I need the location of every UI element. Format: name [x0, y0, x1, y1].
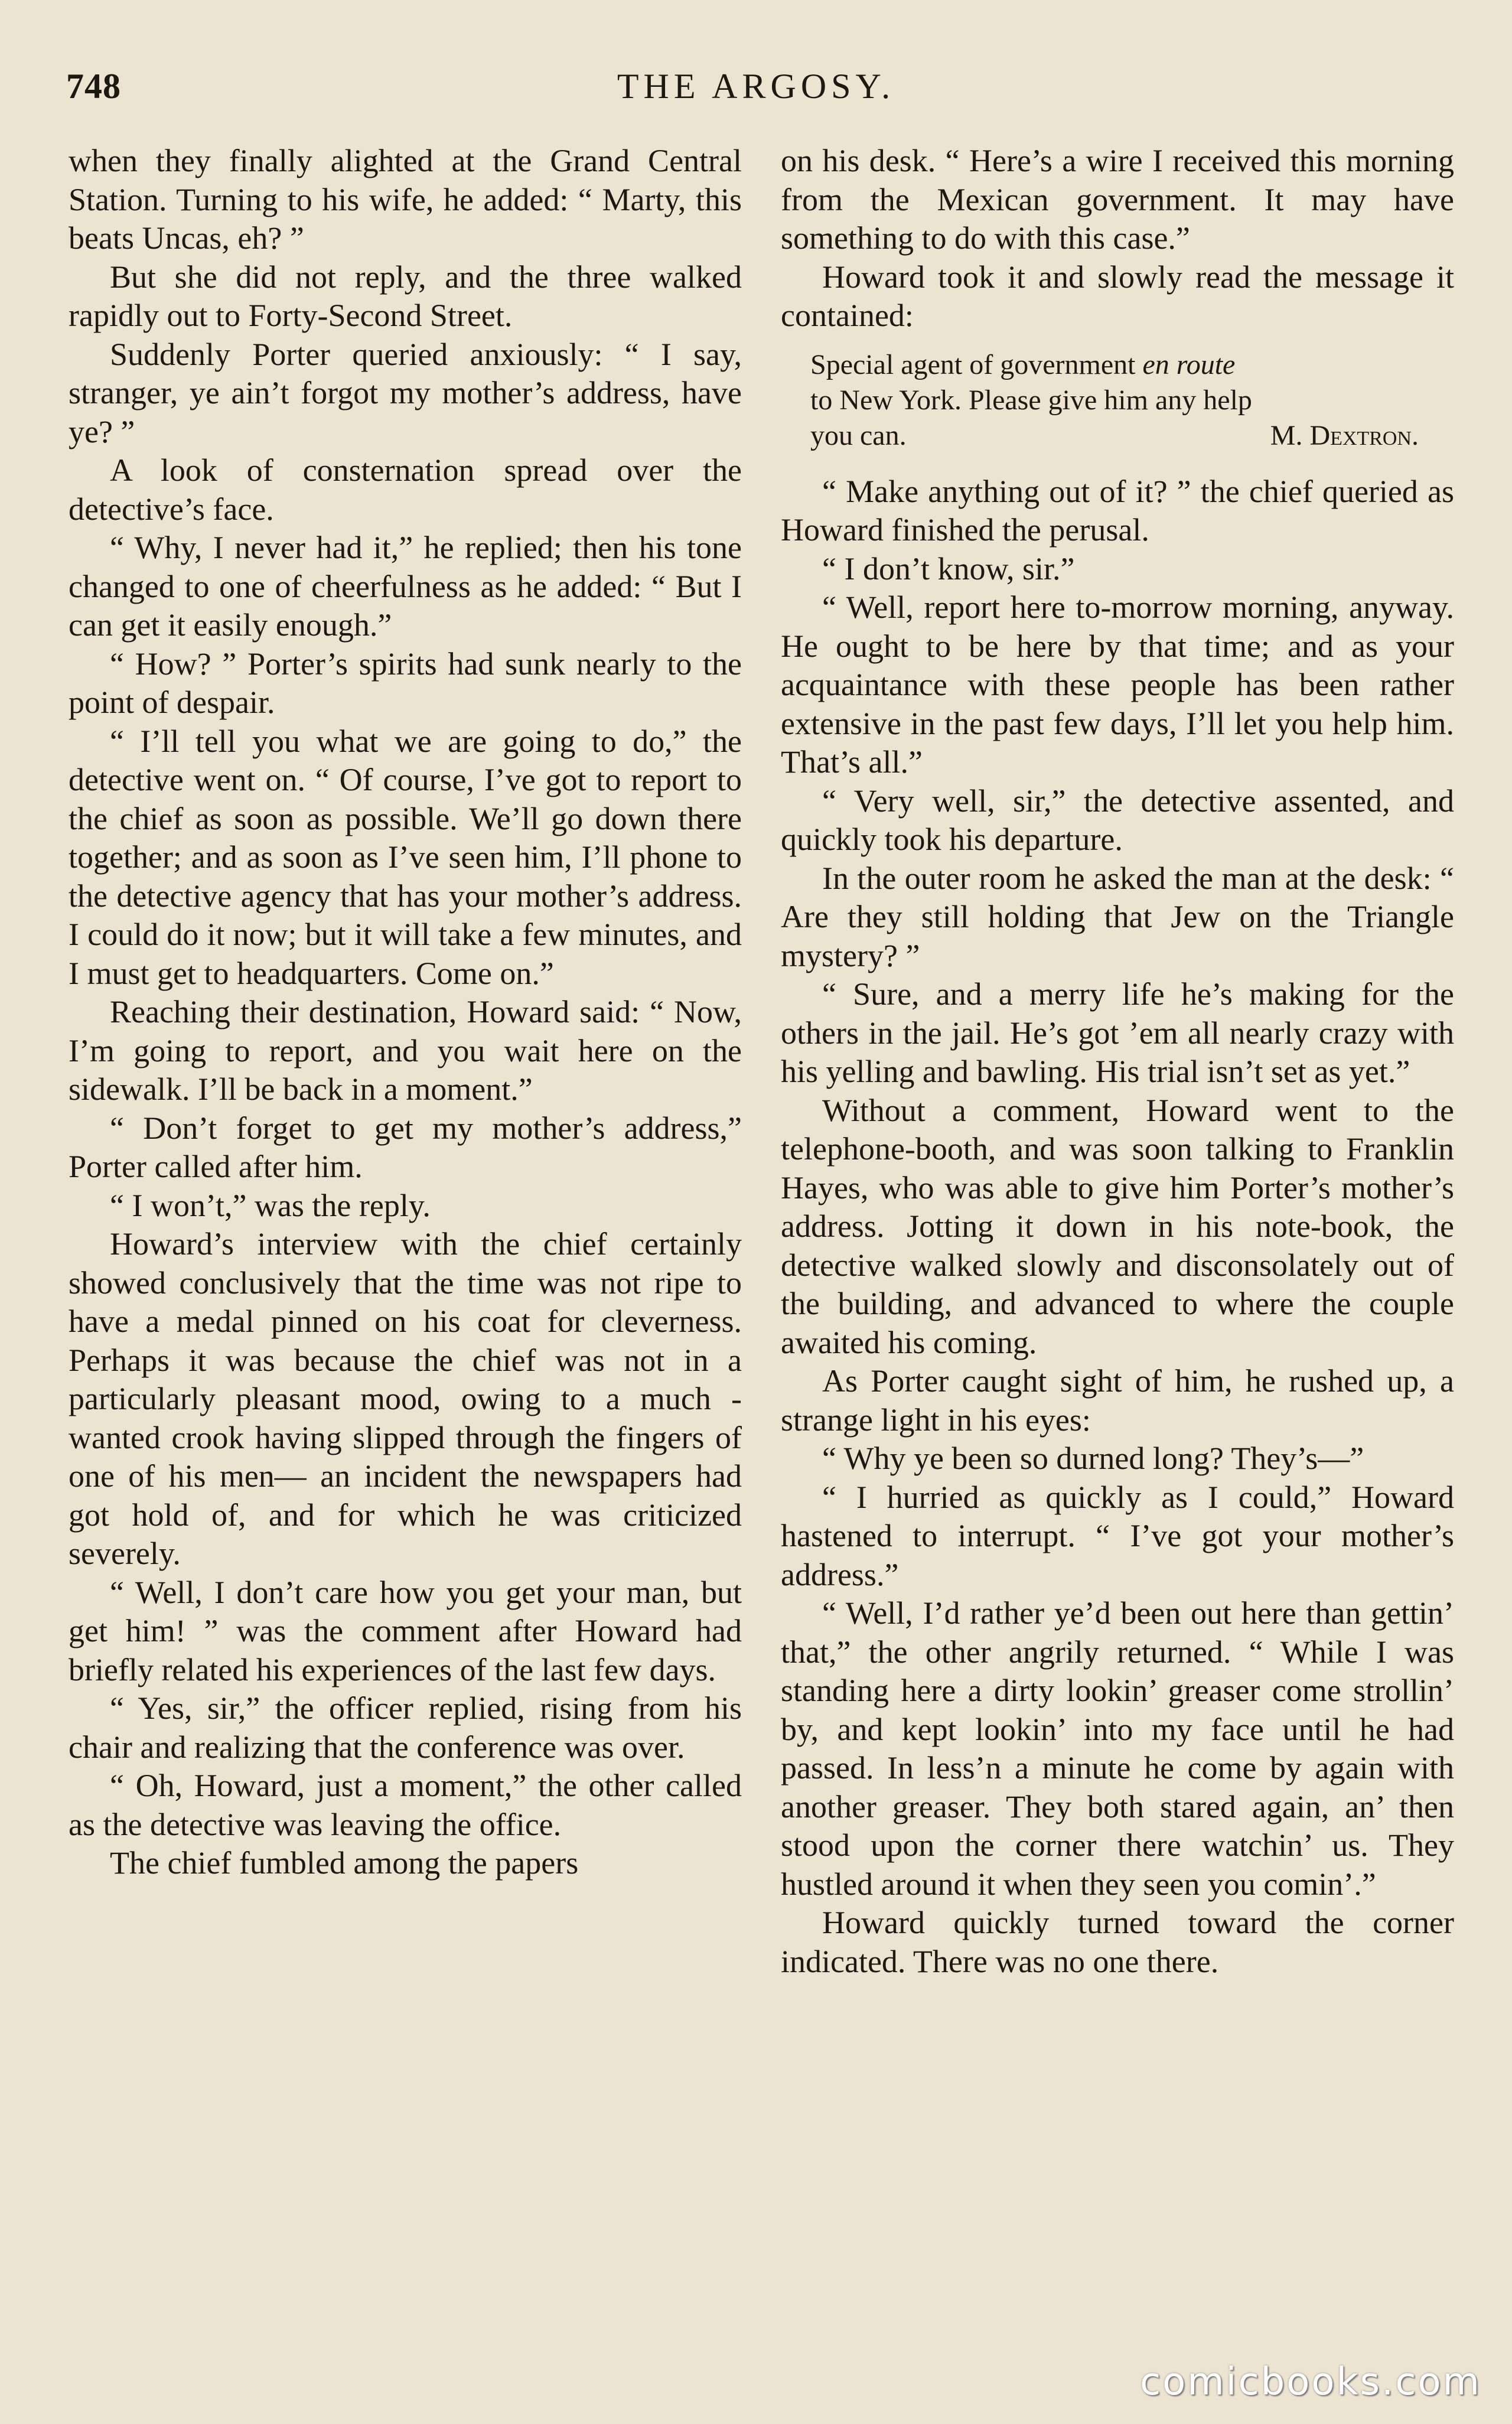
paragraph: Suddenly Porter queried anxiously: “ I say, stranger, ye ain’t forgot my mother’s address, have ye? ”	[69, 336, 742, 449]
paragraph: Reaching their destination, Howard said: “ Now, I’m going to report, and you wait here on the sidewalk. I’ll be back in a moment.”	[69, 994, 742, 1107]
telegram-italic: en route	[1142, 348, 1236, 380]
paragraph: “ I’ll tell you what we are going to do,” the detective went on. “ Of course, I’ve got to report to the chief as soon as possible. We’ll go down there together; and as soon as I’ve seen him, I’ll phone to the detective agency that has your mother’s address. I could do it now; but it will take a few minutes, and I must get to headquarters. Come on.”	[69, 723, 742, 991]
running-title: THE ARGOSY.	[617, 67, 895, 106]
telegram-message	[781, 347, 1454, 454]
paragraph: “ I won’t,” was the reply.	[110, 1187, 431, 1223]
telegram-line	[810, 347, 1419, 383]
left-column	[69, 142, 742, 1883]
paragraph: “ I hurried as quickly as I could,” Howard hastened to interrupt. “ I’ve got your mother’s address.”	[781, 1479, 1454, 1592]
paragraph: on his desk. “ Here’s a wire I received this morning from the Mexican government. It may have something to do with this case.”	[781, 143, 1454, 256]
paragraph: “ Yes, sir,” the officer replied, rising from his chair and realizing that the conference was over.	[69, 1690, 742, 1765]
paragraph: In the outer room he asked the man at the desk: “ Are they still holding that Jew on the Triangle mystery? ”	[781, 860, 1454, 973]
paragraph: Howard’s interview with the chief certainly showed conclusively that the time was not ripe to have a medal pinned on his coat for cleverness. Perhaps it was because the chief was not in a particularly pleasant mood, owing to a much - wanted crook having slipped through the fingers of one of his men— an incident the newspapers had got hold of, and for which he was criticized severely.	[69, 1226, 742, 1571]
paragraph: when they finally alighted at the Grand Central Station. Turning to his wife, he added: “ Marty, this beats Uncas, eh? ”	[69, 143, 742, 256]
telegram-line-text: Special agent of government	[810, 348, 1143, 380]
paragraph: “ Why, I never had it,” he replied; then his tone changed to one of cheerfulness as he added: “ But I can get it easily enough.”	[69, 530, 742, 643]
right-column	[781, 142, 1454, 1981]
paragraph: “ Why ye been so durned long? They’s—”	[822, 1441, 1364, 1476]
paragraph: As Porter caught sight of him, he rushed up, a strange light in his eyes:	[781, 1363, 1454, 1438]
paragraph: The chief fumbled among the papers	[110, 1845, 579, 1881]
telegram-line-text: you can.	[810, 419, 907, 451]
paragraph: “ Well, I’d rather ye’d been out here than gettin’ that,” the other angrily returned. “ While I was standing here a dirty lookin’ greaser come strollin’ by, and kept lookin’ into my face until he had passed. In less’n a minute he come by again with another greaser. They both stared again, an’ then stood upon the corner there watchin’ us. They hustled around it when they seen you comin’.”	[781, 1595, 1454, 1902]
paragraph: “ Well, I don’t care how you get your man, but get him! ” was the comment after Howard had briefly related his experiences of the last few days.	[69, 1574, 742, 1687]
page-number: 748	[66, 67, 121, 106]
paragraph: Without a comment, Howard went to the telephone-booth, and was soon talking to Franklin Hayes, who was able to give him Porter’s mother’s address. Jotting it down in his note-book, the detective walked slowly and disconsolately out of the building, and advanced to where the couple awaited his coming.	[781, 1092, 1454, 1360]
paragraph: “ Very well, sir,” the detective assented, and quickly took his departure.	[781, 783, 1454, 857]
paragraph: “ Oh, Howard, just a moment,” the other called as the detective was leaving the office.	[69, 1768, 742, 1842]
paragraph: “ Make anything out of it? ” the chief queried as Howard finished the perusal.	[781, 473, 1454, 548]
paragraph: A look of consternation spread over the detective’s face.	[69, 452, 742, 527]
telegram-signature: M. Dextron.	[1270, 419, 1419, 451]
paragraph: “ Sure, and a merry life he’s making for the others in the jail. He’s got ’em all nearly crazy with his yelling and bawling. His trial isn’t set as yet.”	[781, 976, 1454, 1089]
telegram-line: to New York. Please give him any help	[810, 384, 1252, 416]
paragraph: But she did not reply, and the three walked rapidly out to Forty-Second Street.	[69, 259, 742, 333]
paragraph: Howard quickly turned toward the corner indicated. There was no one there.	[781, 1905, 1454, 1979]
paragraph: “ How? ” Porter’s spirits had sunk nearly to the point of despair.	[69, 646, 742, 720]
telegram-signature-line	[810, 418, 1419, 454]
paragraph: Howard took it and slowly read the message it contained:	[781, 259, 1454, 333]
watermark: comicbooks.com	[1139, 2360, 1481, 2404]
paragraph: “ I don’t know, sir.”	[822, 550, 1075, 587]
paragraph: “ Well, report here to-morrow morning, anyway. He ought to be here by that time; and as your acquaintance with these people has been rather extensive in the past few days, I’ll let you help him. That’s all.”	[781, 589, 1454, 780]
paragraph: “ Don’t forget to get my mother’s address,” Porter called after him.	[69, 1110, 742, 1184]
